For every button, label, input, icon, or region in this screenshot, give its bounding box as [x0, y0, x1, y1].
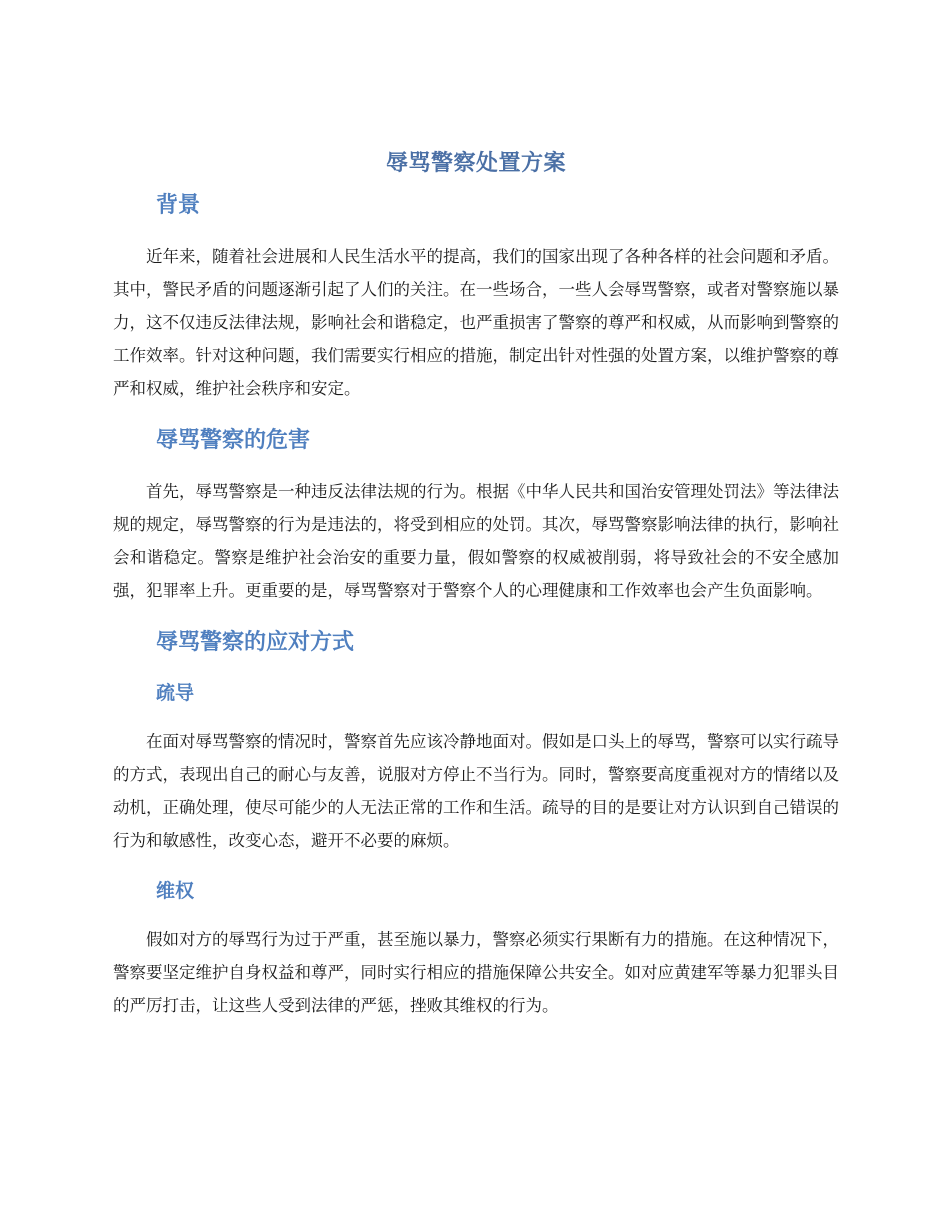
- subsection-heading-guidance: 疏导: [156, 682, 195, 704]
- paragraph-background: 近年来，随着社会进展和人民生活水平的提高，我们的国家出现了各种各样的社会问题和矛盾。其中，警民矛盾的问题逐渐引起了人们的关注。在一些场合，一些人会辱骂警察，或者对警察施以暴力，这不仅违反法律法规，影响社会和谐稳定，也严重损害了警察的尊严和权威，从而影响到警察的工作效率。针对这种问题，我们需要实行相应的措施，制定出针对性强的处置方案，以维护警察的尊严和权威，维护社会秩序和安定。: [113, 247, 839, 398]
- paragraph-guidance: 在面对辱骂警察的情况时，警察首先应该冷静地面对。假如是口头上的辱骂，警察可以实行疏导的方式，表现出自己的耐心与友善，说服对方停止不当行为。同时，警察要高度重视对方的情绪以及动机，正确处理，使尽可能少的人无法正常的工作和生活。疏导的目的是要让对方认识到自己错误的行为和敏感性，改变心态，避开不必要的麻烦。: [113, 732, 839, 850]
- section-heading-background: 背景: [156, 193, 201, 218]
- document-content: [113, 146, 839, 1022]
- section-heading-response: 辱骂警察的应对方式: [156, 630, 355, 655]
- subsection-heading-rights: 维权: [156, 880, 195, 902]
- document-title: 辱骂警察处置方案: [385, 151, 566, 176]
- section-heading-harm: 辱骂警察的危害: [156, 428, 311, 453]
- paragraph-rights: 假如对方的辱骂行为过于严重，甚至施以暴力，警察必须实行果断有力的措施。在这种情况下，警察要坚定维护自身权益和尊严，同时实行相应的措施保障公共安全。如对应黄建军等暴力犯罪头目的严厉打击，让这些人受到法律的严惩，挫败其维权的行为。: [113, 930, 839, 1015]
- paragraph-harm: 首先，辱骂警察是一种违反法律法规的行为。根据《中华人民共和国治安管理处罚法》等法律法规的规定，辱骂警察的行为是违法的，将受到相应的处罚。其次，辱骂警察影响法律的执行，影响社会和谐稳定。警察是维护社会治安的重要力量，假如警察的权威被削弱，将导致社会的不安全感加强，犯罪率上升。更重要的是，辱骂警察对于警察个人的心理健康和工作效率也会产生负面影响。: [113, 482, 839, 600]
